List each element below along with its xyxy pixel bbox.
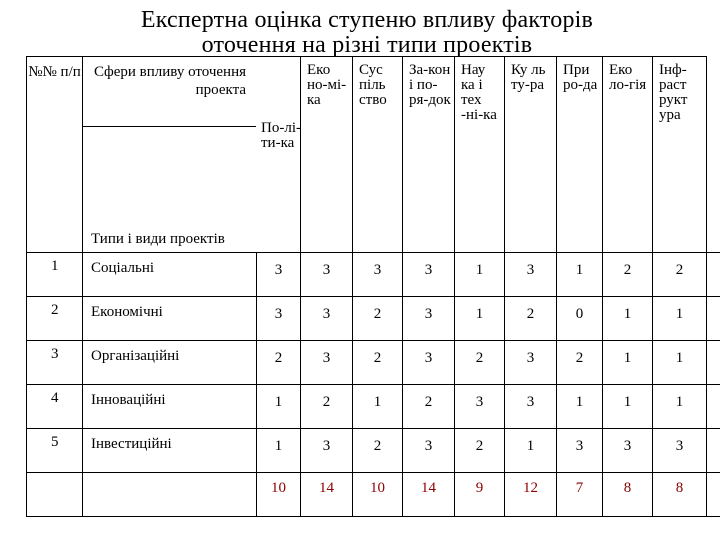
row-number: 3: [27, 341, 83, 385]
score-cell: 2: [353, 429, 403, 473]
score-cell: 2: [653, 253, 707, 297]
header-factor-politics: По-лі-ти-ка: [261, 120, 301, 151]
score-cell: 3: [301, 429, 353, 473]
score-cell: 2: [557, 341, 603, 385]
score-cell: 2: [403, 385, 455, 429]
score-cell: 1: [557, 385, 603, 429]
table-row: [27, 297, 720, 341]
header-factor-infrastructure: Інф-раст рукт ура: [653, 57, 707, 253]
score-cell: 1: [455, 253, 505, 297]
header-factor-nature: При ро-да: [557, 57, 603, 253]
row-edge-cell: [707, 385, 720, 429]
totals-edge-cell: [707, 473, 720, 517]
score-cell: 1: [653, 385, 707, 429]
header-factor-science: Нау ка і тех -ні-ка: [455, 57, 505, 253]
table-row: [27, 341, 720, 385]
table-row: [27, 253, 720, 297]
total-cell: 14: [403, 473, 455, 517]
header-factor-society: Сус піль ство: [353, 57, 403, 253]
score-cell: 3: [257, 253, 301, 297]
score-cell: 1: [505, 429, 557, 473]
score-cell: 1: [653, 297, 707, 341]
header-edge-cell: [707, 57, 720, 253]
score-cell: 2: [353, 341, 403, 385]
row-edge-cell: [707, 253, 720, 297]
total-cell: 14: [301, 473, 353, 517]
header-sphere-cell: [83, 57, 301, 253]
score-cell: 1: [603, 341, 653, 385]
score-cell: 3: [403, 429, 455, 473]
score-cell: 3: [455, 385, 505, 429]
header-number: №№ п/п: [27, 57, 83, 253]
total-cell: 7: [557, 473, 603, 517]
score-cell: 3: [301, 253, 353, 297]
total-cell: 9: [455, 473, 505, 517]
row-project-type: Соціальні: [83, 253, 257, 297]
score-cell: 1: [455, 297, 505, 341]
row-project-type: Організаційні: [83, 341, 257, 385]
score-cell: 2: [505, 297, 557, 341]
score-cell: 3: [505, 385, 557, 429]
score-cell: 0: [557, 297, 603, 341]
header-sphere-text: Сфери впливу оточення проекта: [93, 64, 246, 98]
totals-number-cell: [27, 473, 83, 517]
score-cell: 3: [653, 429, 707, 473]
row-project-type: Інноваційні: [83, 385, 257, 429]
score-cell: 2: [257, 341, 301, 385]
score-cell: 3: [505, 253, 557, 297]
score-cell: 1: [653, 341, 707, 385]
totals-row: [27, 473, 720, 517]
score-cell: 3: [603, 429, 653, 473]
total-cell: 10: [353, 473, 403, 517]
score-cell: 1: [603, 297, 653, 341]
row-edge-cell: [707, 429, 720, 473]
row-project-type: Інвестиційні: [83, 429, 257, 473]
score-cell: 1: [257, 429, 301, 473]
title-line-1: Експертна оцінка ступеню впливу факторів: [140, 7, 594, 33]
row-edge-cell: [707, 341, 720, 385]
row-project-type: Економічні: [83, 297, 257, 341]
score-cell: 3: [301, 297, 353, 341]
score-cell: 3: [403, 297, 455, 341]
score-cell: 2: [301, 385, 353, 429]
header-factor-ecology: Еко ло-гія: [603, 57, 653, 253]
score-cell: 1: [257, 385, 301, 429]
row-edge-cell: [707, 297, 720, 341]
score-cell: 2: [455, 429, 505, 473]
score-cell: 3: [301, 341, 353, 385]
score-cell: 3: [403, 253, 455, 297]
header-types: Типи і види проектів: [91, 231, 225, 247]
header-factor-culture: Ку ль ту-ра: [505, 57, 557, 253]
row-number: 1: [27, 253, 83, 297]
assessment-table: [26, 56, 720, 253]
row-number: 4: [27, 385, 83, 429]
row-number: 2: [27, 297, 83, 341]
score-cell: 3: [353, 253, 403, 297]
score-cell: 2: [603, 253, 653, 297]
row-number: 5: [27, 429, 83, 473]
score-cell: 1: [603, 385, 653, 429]
total-cell: 12: [505, 473, 557, 517]
score-cell: 3: [557, 429, 603, 473]
header-sphere: [83, 57, 256, 127]
score-cell: 1: [353, 385, 403, 429]
total-cell: 8: [653, 473, 707, 517]
total-cell: 10: [257, 473, 301, 517]
table-row: [27, 385, 720, 429]
header-factor-law: За-кон і по-ря-док: [403, 57, 455, 253]
assessment-body: [26, 252, 720, 517]
header-factor-economy: Еко но-мі-ка: [301, 57, 353, 253]
score-cell: 2: [455, 341, 505, 385]
score-cell: 3: [257, 297, 301, 341]
slide-title: [0, 8, 720, 58]
score-cell: 2: [353, 297, 403, 341]
title-line-2: оточення на різні типи проектів: [201, 32, 533, 58]
score-cell: 3: [403, 341, 455, 385]
score-cell: 1: [557, 253, 603, 297]
total-cell: 8: [603, 473, 653, 517]
totals-label-cell: [83, 473, 257, 517]
score-cell: 3: [505, 341, 557, 385]
table-row: [27, 429, 720, 473]
